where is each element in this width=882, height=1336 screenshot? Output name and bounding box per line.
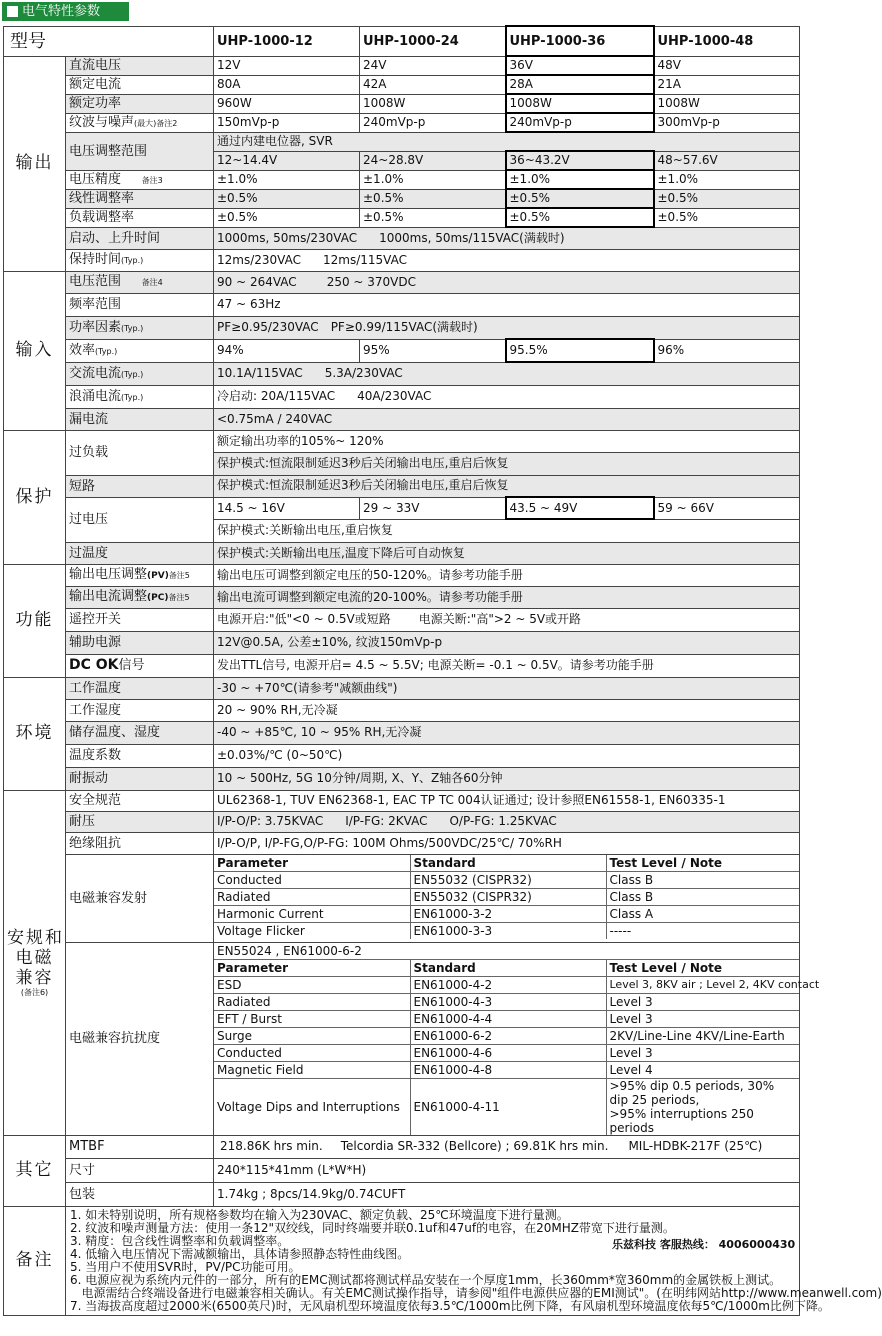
label-pc-text: 输出电流调整 [69, 588, 148, 604]
label-humidity: 工作湿度 [66, 699, 214, 721]
note-line: 5. 当用户不使用SVR时，PV/PC功能可用。 [70, 1259, 301, 1274]
label-pv-note: 备注5 [168, 570, 190, 580]
adj-range-desc: 通过内建电位器, SVR [214, 132, 800, 151]
section-output: 输出 [4, 56, 66, 271]
setup-value [214, 227, 800, 249]
label-freq: 频率范围 [66, 293, 214, 316]
temp-value: -30 ~ +70℃(请参考"减额曲线") [214, 677, 800, 699]
pack-value: 1.74kg ; 8pcs/14.9kg/0.74CUFT [214, 1182, 800, 1206]
value: 95.5% [506, 339, 654, 362]
row-safety-std [4, 790, 800, 811]
cell: Magnetic Field [214, 1061, 410, 1078]
emc-emission-cell [214, 854, 800, 942]
row-hold [4, 249, 800, 271]
value: 150mVp-p [214, 113, 360, 132]
withstand-ipop: I/P-O/P: 3.75KVAC [217, 814, 324, 828]
section-header-badge [2, 2, 129, 21]
row-ac-current [4, 362, 800, 385]
label-vib: 耐振动 [66, 767, 214, 790]
section-header [0, 0, 803, 22]
label-short: 短路 [66, 475, 214, 497]
label-pv-tag: (PV) [147, 570, 169, 581]
value: ±0.5% [506, 189, 654, 208]
label-ripple-text: 纹波与噪声 [69, 114, 135, 130]
ac-current-115: 10.1A/115VAC [217, 366, 303, 381]
label-inrush-text: 浪涌电流 [69, 388, 122, 404]
row-load-reg [4, 208, 800, 227]
label-inrush-typ: (Typ.) [121, 392, 144, 402]
table-row [214, 888, 799, 905]
table-row [214, 976, 799, 993]
label-ripple-note: 备注2 [156, 118, 178, 128]
label-otp: 过温度 [66, 542, 214, 564]
value: ±1.0% [214, 170, 360, 189]
row-temp [4, 677, 800, 699]
label-inrush [66, 385, 214, 408]
emc-immunity-head [214, 959, 799, 976]
model-4: UHP-1000-48 [654, 26, 800, 56]
value: ±0.5% [360, 208, 506, 227]
ac-current-230: 5.3A/230VAC [324, 366, 403, 381]
value: ±1.0% [506, 170, 654, 189]
cell: Level 3 [606, 993, 799, 1010]
table-row [214, 1061, 799, 1078]
row-short [4, 475, 800, 497]
storage-value: -40 ~ +85℃, 10 ~ 95% RH,无冷凝 [214, 721, 800, 744]
label-emc-emission: 电磁兼容发射 [66, 854, 214, 942]
setup-230: 1000ms, 50ms/230VAC [217, 230, 358, 245]
emc-immunity-cell [214, 942, 820, 1135]
value: 1008W [506, 94, 654, 113]
row-iso [4, 832, 800, 854]
label-safety-std: 安全规范 [66, 790, 214, 811]
value: ±0.5% [214, 189, 360, 208]
overload-range: 额定输出功率的105%~ 120% [214, 430, 800, 452]
vrange-dc: 250 ~ 370VDC [326, 274, 417, 289]
section-environment: 环境 [4, 677, 66, 790]
row-dc-voltage [4, 56, 800, 75]
label-emc-immunity: 电磁兼容抗扰度 [66, 942, 214, 1135]
label-hold-typ: (Typ.) [121, 256, 144, 265]
value: 59 ~ 66V [654, 497, 800, 519]
value: ±0.5% [654, 208, 800, 227]
col-parameter: Parameter [214, 855, 410, 872]
value: 24~28.8V [360, 151, 506, 170]
pv-value: 输出电压可调整到额定电压的50-120%。请参考功能手册 [214, 564, 800, 586]
row-pc [4, 586, 800, 608]
col-standard: Standard [410, 855, 606, 872]
label-pf-typ: (Typ.) [121, 323, 144, 333]
label-coef: 温度系数 [66, 744, 214, 767]
value: ±1.0% [654, 170, 800, 189]
label-dc-voltage: 直流电压 [66, 56, 214, 75]
hold-230: 12ms/230VAC [217, 252, 301, 267]
setup-115: 1000ms, 50ms/115VAC(满载时) [379, 230, 565, 245]
pc-value: 输出电流可调整到额定电流的20-100%。请参考功能手册 [214, 586, 800, 608]
label-ac-current-typ: (Typ.) [121, 369, 144, 379]
value: 80A [214, 75, 360, 94]
remote-off: 电源关断:"高">2 ~ 5V或开路 [418, 612, 582, 626]
label-accuracy-text: 电压精度 [69, 171, 122, 187]
emc-emission-table [214, 855, 799, 939]
iso-value: I/P-O/P, I/P-FG,O/P-FG: 100M Ohms/500VDC/25℃/ 70%RH [214, 832, 800, 854]
section-safety-1: 安规和 [7, 927, 64, 948]
label-pc-note: 备注5 [168, 592, 190, 602]
value: 12~14.4V [214, 151, 360, 170]
row-eff [4, 339, 800, 362]
dcok-value: 发出TTL信号, 电源开启= 4.5 ~ 5.5V; 电源关断= -0.1 ~ 0.5V。请参考功能手册 [214, 654, 800, 677]
label-rated-current: 额定电流 [66, 75, 214, 94]
value: 300mVp-p [654, 113, 800, 132]
dim-value: 240*115*41mm (L*W*H) [214, 1158, 800, 1182]
label-pc-tag: (PC) [147, 592, 169, 603]
cell: EN61000-6-2 [410, 1027, 606, 1044]
mtbf-3: MIL-HDBK-217F (25℃) [628, 1139, 763, 1153]
label-pv [66, 564, 214, 586]
row-coef [4, 744, 800, 767]
cell: Harmonic Current [214, 905, 410, 922]
table-row [214, 1044, 799, 1061]
row-inrush [4, 385, 800, 408]
cell: ----- [606, 922, 799, 939]
label-pf [66, 316, 214, 339]
row-dcok [4, 654, 800, 677]
table-row [214, 905, 799, 922]
value: ±0.5% [506, 208, 654, 227]
cell: 2KV/Line-Line 4KV/Line-Earth [606, 1027, 799, 1044]
model-row [4, 26, 800, 56]
cell: EN55032 (CISPR32) [410, 888, 606, 905]
model-3: UHP-1000-36 [506, 26, 654, 56]
spec-table [3, 25, 882, 1316]
emc-immunity-table [214, 943, 820, 1135]
label-pv-text: 输出电压调整 [69, 566, 148, 582]
value: 240mVp-p [360, 113, 506, 132]
label-pf-text: 功率因素 [69, 319, 122, 335]
safety-std-value: UL62368-1, TUV EN62368-1, EAC TP TC 004认证通过; 设计参照EN61558-1, EN60335-1 [214, 790, 800, 811]
value: 48~57.6V [654, 151, 800, 170]
model-1: UHP-1000-12 [214, 26, 360, 56]
value: 14.5 ~ 16V [214, 497, 360, 519]
cell: Conducted [214, 871, 410, 888]
mtbf-1: 218.86K hrs min. [220, 1139, 323, 1153]
table-row [214, 1010, 799, 1027]
cell: EN61000-3-3 [410, 922, 606, 939]
pf-115: PF≥0.99/115VAC(满载时) [330, 319, 478, 334]
label-ripple-max: (最大) [134, 118, 157, 128]
section-safety-note: (备注6) [20, 987, 49, 997]
row-emc-emission [4, 854, 800, 942]
cell: Level 3 [606, 1010, 799, 1027]
mtbf-2: Telcordia SR-332 (Bellcore) ; 69.81K hrs min. [340, 1139, 609, 1153]
label-dcok [66, 654, 214, 677]
aux-value: 12V@0.5A, 公差±10%, 纹波150mVp-p [214, 631, 800, 654]
note-line: 1. 如未特别说明，所有规格参数均在输入为230VAC、额定负载、25℃环境温度下进行量测。 [70, 1207, 569, 1222]
cell: EN61000-4-3 [410, 993, 606, 1010]
vrange-value [214, 271, 800, 293]
note-line: 电源需结合终端设备进行电磁兼容相关确认。有关EMC测试操作指导，请参阅"组件电源供应器的EMI测试"。(在明纬网站http://www.meanwell.com) [70, 1285, 882, 1300]
inrush-115: 冷启动: 20A/115VAC [217, 389, 336, 403]
cell [606, 1078, 799, 1135]
table-row [214, 1027, 799, 1044]
note-line: 3. 精度：包含线性调整率和负载调整率。 [70, 1233, 290, 1248]
cell: Surge [214, 1027, 410, 1044]
remote-on: 电源开启:"低"<0 ~ 0.5V或短路 [217, 612, 391, 626]
label-hold-text: 保持时间 [69, 252, 122, 267]
label-temp: 工作温度 [66, 677, 214, 699]
label-pc [66, 586, 214, 608]
row-notes [4, 1206, 800, 1315]
dips-note-1: >95% dip 0.5 periods, 30% dip 25 periods, [609, 1078, 775, 1107]
note-line: 7. 当海拔高度超过2000米(6500英尺)时，无风扇机型环境温度依每3.5℃/1000m比例下降，有风扇机型环境温度依每5℃/1000m比例下降。 [70, 1298, 830, 1313]
label-remote: 遥控开关 [66, 608, 214, 631]
label-pack: 包装 [66, 1182, 214, 1206]
coef-value: ±0.03%/℃ (0~50℃) [214, 744, 800, 767]
value: 95% [360, 339, 506, 362]
label-withstand: 耐压 [66, 811, 214, 832]
label-hold [66, 249, 214, 271]
cell: Radiated [214, 993, 410, 1010]
cell: Radiated [214, 888, 410, 905]
label-ac-current [66, 362, 214, 385]
humidity-value: 20 ~ 90% RH,无冷凝 [214, 699, 800, 721]
label-adj-range: 电压调整范围 [66, 132, 214, 170]
hotline-text: 乐兹科技 客服热线： 4006000430 [612, 1238, 796, 1251]
section-safety-3: 兼容 [15, 967, 54, 988]
value: 36~43.2V [506, 151, 654, 170]
model-2: UHP-1000-24 [360, 26, 506, 56]
value: 1008W [360, 94, 506, 113]
cell: EN61000-4-6 [410, 1044, 606, 1061]
model-label: 型号 [4, 26, 214, 56]
cell: EN61000-3-2 [410, 905, 606, 922]
section-others: 其它 [4, 1135, 66, 1206]
label-leakage: 漏电流 [66, 408, 214, 430]
emc-emission-head [214, 855, 799, 872]
row-adj-desc [4, 132, 800, 151]
label-accuracy-note: 备注3 [141, 175, 163, 185]
table-row [214, 993, 799, 1010]
label-vrange-text: 电压范围 [69, 274, 122, 289]
cell: Level 4 [606, 1061, 799, 1078]
section-function: 功能 [4, 564, 66, 677]
section-protection: 保护 [4, 430, 66, 564]
row-vrange [4, 271, 800, 293]
withstand-opfg: O/P-FG: 1.25KVAC [449, 814, 557, 828]
col-standard: Standard [410, 959, 606, 976]
value: 43.5 ~ 49V [506, 497, 654, 519]
row-mtbf [4, 1135, 800, 1158]
label-rated-power: 额定功率 [66, 94, 214, 113]
note-line: 2. 纹波和噪声测量方法：使用一条12"双绞线，同时终端要并联0.1uf和47uf的电容，在20MHZ带宽下进行量测。 [70, 1220, 675, 1235]
cell: EN61000-4-8 [410, 1061, 606, 1078]
value: 48V [654, 56, 800, 75]
cell: Level 3 [606, 1044, 799, 1061]
section-notes: 备注 [4, 1206, 66, 1315]
label-accuracy [66, 170, 214, 189]
row-accuracy [4, 170, 800, 189]
value: 96% [654, 339, 800, 362]
withstand-ipfg: I/P-FG: 2KVAC [345, 814, 428, 828]
row-ripple [4, 113, 800, 132]
label-aux: 辅助电源 [66, 631, 214, 654]
value: 42A [360, 75, 506, 94]
freq-value: 47 ~ 63Hz [214, 293, 800, 316]
label-line-reg: 线性调整率 [66, 189, 214, 208]
section-safety-2: 电磁 [15, 947, 54, 968]
label-iso: 绝缘阻抗 [66, 832, 214, 854]
col-test-level: Test Level / Note [606, 959, 799, 976]
row-leakage [4, 408, 800, 430]
leakage-value: <0.75mA / 240VAC [214, 408, 800, 430]
section-safety [4, 790, 66, 1135]
row-overload-1 [4, 430, 800, 452]
withstand-value [214, 811, 800, 832]
col-parameter: Parameter [214, 959, 410, 976]
cell: EN55032 (CISPR32) [410, 871, 606, 888]
value: 21A [654, 75, 800, 94]
value: ±0.5% [214, 208, 360, 227]
label-storage: 储存温度、湿度 [66, 721, 214, 744]
label-ovp: 过电压 [66, 497, 214, 542]
label-ripple [66, 113, 214, 132]
row-pv [4, 564, 800, 586]
cell: EN61000-4-2 [410, 976, 606, 993]
label-vrange [66, 271, 214, 293]
cell: EN61000-4-11 [410, 1078, 606, 1135]
cell: Conducted [214, 1044, 410, 1061]
col-test-level: Test Level / Note [609, 855, 723, 870]
value: ±0.5% [654, 189, 800, 208]
notes-list [66, 1206, 882, 1315]
row-rated-power [4, 94, 800, 113]
row-pack [4, 1182, 800, 1206]
overload-mode: 保护模式:恒流限制延迟3秒后关闭输出电压,重启后恢复 [214, 452, 800, 475]
row-humidity [4, 699, 800, 721]
cell: ESD [214, 976, 410, 993]
pf-value [214, 316, 800, 339]
otp-value: 保护模式:关断输出电压,温度下降后可自动恢复 [214, 542, 800, 564]
row-storage [4, 721, 800, 744]
cell: Voltage Flicker [214, 922, 410, 939]
value: ±1.0% [360, 170, 506, 189]
value: 1008W [654, 94, 800, 113]
section-header-title: 电气特性参数 [22, 4, 101, 19]
ac-current-value [214, 362, 800, 385]
label-ac-current-text: 交流电流 [69, 365, 122, 381]
dips-note-2: >95% interruptions 250 periods [609, 1106, 754, 1135]
cell: Class B [606, 888, 799, 905]
row-remote [4, 608, 800, 631]
cell: Class A [606, 905, 799, 922]
row-aux [4, 631, 800, 654]
row-withstand [4, 811, 800, 832]
row-freq [4, 293, 800, 316]
hold-value [214, 249, 800, 271]
label-dcok-bold: DC OK [69, 657, 119, 673]
row-dim [4, 1158, 800, 1182]
cell: Voltage Dips and Interruptions [214, 1078, 410, 1135]
cell: EN61000-4-4 [410, 1010, 606, 1027]
remote-value [214, 608, 800, 631]
mtbf-value [214, 1135, 800, 1158]
table-row [214, 922, 799, 939]
value: 29 ~ 33V [360, 497, 506, 519]
value: 240mVp-p [506, 113, 654, 132]
row-ovp [4, 497, 800, 519]
value: 24V [360, 56, 506, 75]
note-line: 6. 电源应视为系统内元件的一部分，所有的EMC测试都将测试样品安装在一个厚度1mm，长360mm*宽360mm的金属铁板上测试。 [70, 1272, 782, 1287]
value: 12V [214, 56, 360, 75]
row-pf [4, 316, 800, 339]
value: 36V [506, 56, 654, 75]
value: 960W [214, 94, 360, 113]
row-vib [4, 767, 800, 790]
label-vrange-note: 备注4 [141, 278, 163, 287]
vib-value: 10 ~ 500Hz, 5G 10分钟/周期, X、Y、Z轴各60分钟 [214, 767, 800, 790]
row-setup [4, 227, 800, 249]
label-overload: 过负载 [66, 430, 214, 475]
row-otp [4, 542, 800, 564]
section-input: 输入 [4, 271, 66, 430]
short-value: 保护模式:恒流限制延迟3秒后关闭输出电压,重启后恢复 [214, 475, 800, 497]
table-row [214, 871, 799, 888]
cell: Level 3, 8KV air ; Level 2, 4KV contact [606, 976, 799, 993]
label-eff-typ: (Typ.) [95, 346, 118, 356]
label-setup: 启动、上升时间 [66, 227, 214, 249]
emc-immunity-std-row [214, 943, 799, 960]
pf-230: PF≥0.95/230VAC [217, 319, 319, 334]
cell: EFT / Burst [214, 1010, 410, 1027]
row-rated-current [4, 75, 800, 94]
label-dim: 尺寸 [66, 1158, 214, 1182]
table-row [214, 1078, 799, 1135]
inrush-230: 40A/230VAC [357, 389, 432, 403]
value: ±0.5% [360, 189, 506, 208]
row-line-reg [4, 189, 800, 208]
row-emc-immunity [4, 942, 800, 1135]
label-dcok-text: 信号 [118, 658, 145, 673]
inrush-value [214, 385, 800, 408]
label-eff-text: 效率 [69, 342, 96, 358]
emc-immunity-std: EN55024 , EN61000-6-2 [217, 943, 362, 958]
hold-115: 12ms/115VAC [322, 252, 407, 267]
square-icon [7, 6, 18, 17]
label-mtbf: MTBF [66, 1135, 214, 1158]
note-line: 4. 低输入电压情况下需减额输出，具体请参照静态特性曲线图。 [70, 1246, 410, 1261]
value: 28A [506, 75, 654, 94]
label-load-reg: 负载调整率 [66, 208, 214, 227]
ovp-mode: 保护模式:关断输出电压,重启恢复 [214, 519, 800, 542]
label-eff [66, 339, 214, 362]
value: 94% [214, 339, 360, 362]
cell: Class B [606, 871, 799, 888]
vrange-ac: 90 ~ 264VAC [217, 274, 297, 289]
